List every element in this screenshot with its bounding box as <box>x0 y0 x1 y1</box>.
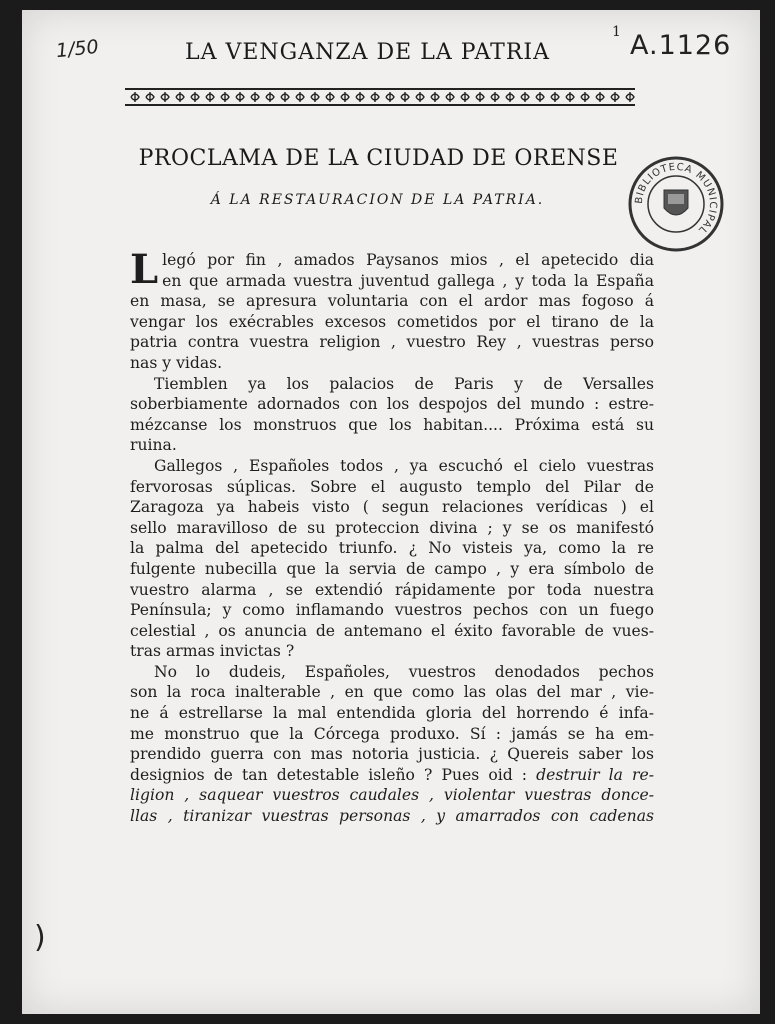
text-line: me monstruo que la Córcega produxo. Sí : jamás se ha em- <box>130 724 654 743</box>
text-line: prendido guerra con mas notoria justicia. ¿ Quereis saber los <box>130 745 654 764</box>
margin-bracket: ) <box>34 920 46 955</box>
text-line: patria contra vuestra religion , vuestro Rey , vuestras perso <box>130 333 654 352</box>
text-line: designios de tan detestable isleño ? Pues oid : destruir la re- <box>130 765 654 784</box>
subtitle: Á LA RESTAURACION DE LA PATRIA. <box>210 192 545 208</box>
text-line: fulgente nubecilla que la servia de campo , y era símbolo de <box>130 559 654 578</box>
text-line: No lo dudeis, Españoles, vuestros denodados pechos <box>154 662 654 681</box>
text-line: la palma del apetecido triunfo. ¿ No visteis ya, como la re <box>130 539 654 558</box>
text-line: Zaragoza ya habeis visto ( segun relaciones verídicas ) el <box>130 498 654 517</box>
proclama-title: PROCLAMA DE LA CIUDAD DE ORENSE <box>138 146 619 171</box>
text-line: nas y vidas. <box>130 353 223 372</box>
text-line-rest: legó por fin , amados Paysanos mios , el apetecido dia <box>162 251 654 269</box>
page-number: 1 <box>612 24 621 40</box>
text-line-italic: ligion , saquear vuestros caudales , violentar vuestras donce- <box>130 786 654 805</box>
catalog-mark-right: A.1126 <box>630 30 732 61</box>
ornament-band <box>125 88 635 106</box>
text-line: tras armas invictas ? <box>130 642 295 661</box>
italic-text: destruir la re- <box>536 765 654 784</box>
running-title: LA VENGANZA DE LA PATRIA <box>184 40 551 65</box>
text-line: Gallegos , Españoles todos , ya escuchó el cielo vuestras <box>154 456 654 475</box>
text-line: vengar los exécrables excesos cometidos por el tirano de la <box>130 312 654 331</box>
proclamation-body <box>130 246 654 827</box>
text-line: fervorosas súplicas. Sobre el augusto templo del Pilar de <box>130 477 654 496</box>
text-line: en masa, se apresura voluntaria con el ardor mas fogoso á <box>130 292 654 311</box>
text-line: en que armada vuestra juventud gallega , y toda la España <box>162 271 654 290</box>
text-line: sello maravilloso de su proteccion divina ; y se os manifestó <box>130 518 654 537</box>
text-line: celestial , os anuncia de antemano el éxito favorable de vues- <box>130 621 654 640</box>
text-line: soberbiamente adornados con los despojos del mundo : estre- <box>130 395 654 414</box>
text-line: vuestro alarma , se extendió rápidamente por toda nuestra <box>130 580 654 599</box>
text-line: Tiemblen ya los palacios de Paris y de Versalles <box>154 374 654 393</box>
text-line: ne á estrellarse la mal entendida gloria del horrendo é infa- <box>130 704 654 723</box>
catalog-mark-left: 1/50 <box>54 35 100 63</box>
library-seal-stamp <box>628 156 724 252</box>
text-line-italic: llas , tiranizar vuestras personas , y amarrados con cadenas <box>130 807 654 826</box>
drop-cap: L <box>130 246 159 293</box>
svg-text:BIBLIOTECA MUNICIPAL: BIBLIOTECA MUNICIPAL <box>633 161 719 237</box>
text-line: ruina. <box>130 436 177 455</box>
text-line: mézcanse los monstruos que los habitan.... Próxima está su <box>130 415 654 434</box>
text-line: son la roca inalterable , en que como las olas del mar , vie- <box>130 683 654 702</box>
text-line: Península; y como inflamando vuestros pechos con un fuego <box>130 601 654 620</box>
